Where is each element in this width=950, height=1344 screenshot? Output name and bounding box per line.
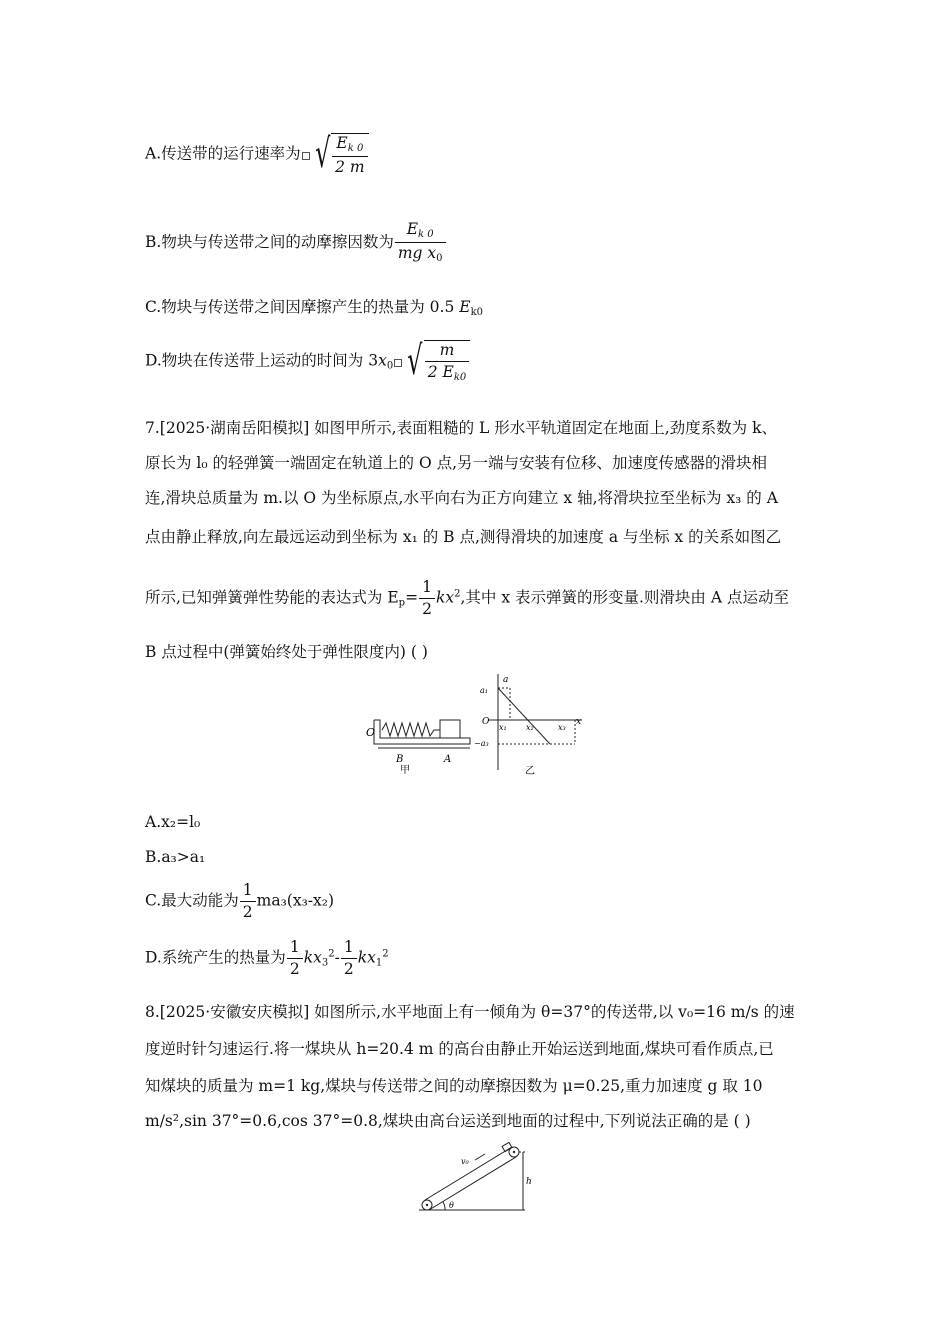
axis-x: x xyxy=(576,717,582,727)
half-fraction: $\frac{1}{2}$ xyxy=(287,940,303,977)
coal-block xyxy=(502,1142,512,1151)
fraction: $\frac{E_{k 0}}{2 m}$ xyxy=(332,136,368,176)
q7-line-5: 所示,已知弹簧弹性势能的表达式为 $E_p=$ $\frac{1}{2}$ $kx^2$,其中 x 表示弹簧的形变量.则滑块由 A 点运动至 xyxy=(145,578,789,618)
q7-line-2: 原长为 l₀ 的轻弹簧一端固定在轨道上的 O 点,另一端与安装有位移、加速度传感器的滑块相 xyxy=(145,454,768,472)
q6-option-d: D.物块在传送带上运动的时间为 $3x_0$ √ $\frac{m}{2 E_{k0}}$ xyxy=(145,340,470,383)
label-a3: −a₃ xyxy=(474,739,489,748)
label-x3: x₃ xyxy=(558,723,566,732)
q7-line-1: 7.[2025·湖南岳阳模拟] 如图甲所示,表面粗糙的 L 形水平轨道固定在地面上,劲度系数为 k、 xyxy=(145,419,778,437)
label-h: h xyxy=(526,1177,532,1187)
q6-option-b xyxy=(145,222,447,264)
q7-line-3: 连,滑块总质量为 m.以 O 为坐标原点,水平向右为正方向建立 x 轴,将滑块拉至坐标为 x₃ 的 A xyxy=(145,489,778,507)
label-v0: v₀ xyxy=(461,1157,469,1166)
q7-figure xyxy=(360,668,600,780)
q7-option-c: C.最大动能为 $\frac{1}{2}$ ma₃(x₃-x₂) xyxy=(145,881,335,921)
q7-option-a: A.x₂=l₀ xyxy=(145,813,201,831)
label-b: B xyxy=(396,754,404,765)
label-origin: O xyxy=(482,717,490,727)
sqrt-expression: √ $\frac{m}{2 E_{k0}}$ xyxy=(402,340,470,383)
option-b-text: B.物块与传送带之间的动摩擦因数为 xyxy=(145,233,394,251)
q8-line-1: 8.[2025·安徽安庆模拟] 如图所示,水平地面上有一倾角为 θ=37°的传送带,以 v₀=16 m/s 的速 xyxy=(145,1003,795,1021)
label-a: A xyxy=(444,754,452,765)
q6-option-c: C.物块与传送带之间因摩擦产生的热量为 0.5 $E_{k0}$ xyxy=(145,298,483,318)
q7-option-d: D.系统产生的热量为 $\frac{1}{2}$ $kx_3^2-$ $\frac{1}{2}$ $kx_1^2$ xyxy=(145,938,389,978)
figure-jia xyxy=(374,720,470,748)
q8-line-4: m/s²,sin 37°=0.6,cos 37°=0.8,煤块由高台运送到地面的过程中,下列说法正确的是 ( ) xyxy=(145,1112,751,1130)
figure-yi xyxy=(488,674,582,770)
label-x1: x₁ xyxy=(499,723,507,732)
label-theta: θ xyxy=(449,1201,454,1210)
caption-jia: 甲 xyxy=(400,765,410,776)
q7-line-6: B 点过程中(弹簧始终处于弹性限度内) ( ) xyxy=(145,643,428,661)
label-a1: a₁ xyxy=(480,686,488,695)
fraction: $\frac{m}{2 E_{k0}}$ xyxy=(425,343,470,383)
half-fraction: $\frac{1}{2}$ xyxy=(341,940,357,977)
q8-figure xyxy=(415,1142,540,1216)
half-fraction: $\frac{1}{2}$ xyxy=(419,580,435,617)
caption-yi: 乙 xyxy=(525,766,535,777)
q8-line-3: 知煤块的质量为 m=1 kg,煤块与传送带之间的动摩擦因数为 μ=0.25,重力加速度 g 取 10 xyxy=(145,1077,763,1095)
label-o: O xyxy=(366,726,376,739)
q6-option-a xyxy=(145,133,369,176)
q8-line-2: 度逆时针匀速运行.将一煤块从 h=20.4 m 的高台由静止开始运送到地面,煤块可看作质点,已 xyxy=(145,1040,774,1058)
label-x2: x₂ xyxy=(526,723,534,732)
q7-option-b: B.a₃>a₁ xyxy=(145,848,206,866)
half-fraction: $\frac{1}{2}$ xyxy=(240,883,256,920)
q7-line-4: 点由静止释放,向左最远运动到坐标为 x₁ 的 B 点,测得滑块的加速度 a 与坐标 x 的关系如图乙 xyxy=(145,528,782,546)
fraction: $\frac{E_{k 0}}{mg x_0}$ xyxy=(395,222,446,264)
option-a-text: A.传送带的运行速率为 xyxy=(145,144,301,163)
axis-a: a xyxy=(503,675,509,685)
sqrt-expression: √ $\frac{E_{k 0}}{2 m}$ xyxy=(310,133,369,176)
